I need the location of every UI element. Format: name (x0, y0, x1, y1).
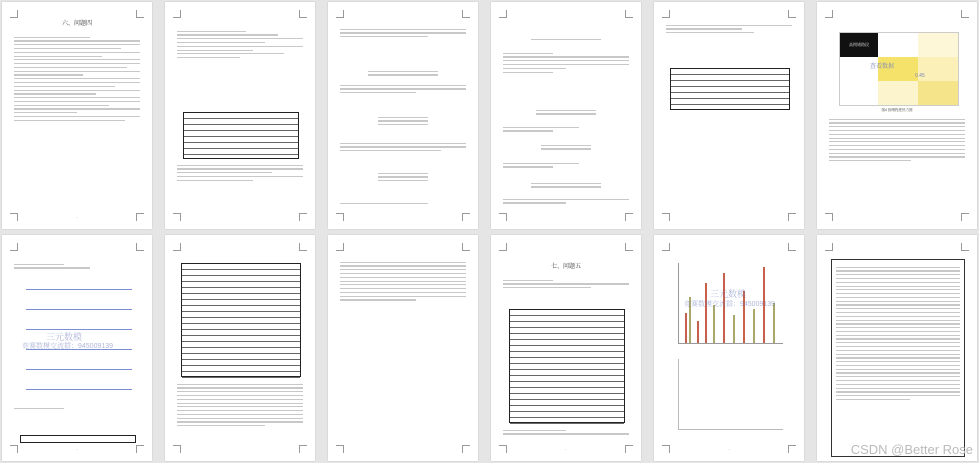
page-number: - (728, 446, 730, 451)
page-number: - (565, 446, 567, 451)
page-corner-mark (825, 243, 833, 251)
page-corner-mark (961, 213, 969, 221)
body-text (503, 196, 629, 206)
page-corner-mark (173, 445, 181, 453)
heatmap-cell-pale (918, 33, 958, 57)
page-corner-mark (662, 213, 670, 221)
section-heading: 六、问题四 (61, 21, 92, 27)
page-corner-mark (462, 445, 470, 453)
chart-bar (753, 309, 755, 343)
page-corner-mark (299, 10, 307, 18)
document-page-10 (491, 235, 641, 461)
page-corner-mark (10, 243, 18, 251)
page-corner-mark (10, 10, 18, 18)
heatmap-figure (839, 32, 959, 106)
formula-block (536, 107, 596, 117)
formula-block (531, 180, 601, 190)
heatmap-cell-dark: 高拥堵路段 (840, 33, 878, 57)
csdn-watermark: CSDN @Better Rose (850, 442, 973, 457)
page-corner-mark (462, 213, 470, 221)
page-corner-mark (499, 213, 507, 221)
data-table (181, 263, 301, 377)
data-table (509, 309, 625, 423)
body-text (340, 200, 466, 206)
body-text (503, 124, 629, 134)
figure-caption: 图4 拥堵程度热力图 (881, 108, 913, 112)
page-corner-mark (336, 10, 344, 18)
body-text (503, 50, 629, 75)
chart-bar (733, 315, 735, 343)
page-number: - (76, 446, 78, 451)
formula-block (541, 142, 591, 152)
data-table (183, 112, 299, 159)
document-page-6 (817, 2, 977, 229)
body-text (340, 26, 466, 40)
document-page-8 (165, 235, 315, 461)
body-text (340, 82, 466, 96)
watermark-text: 竞赛数模交流群：945009139 (684, 301, 776, 308)
page-corner-mark (173, 243, 181, 251)
watermark-brand: 三元数模 (710, 289, 747, 299)
document-page-7 (2, 235, 152, 461)
page-corner-mark (462, 10, 470, 18)
page-corner-mark (788, 10, 796, 18)
heatmap-cell-value: 0.45 (915, 73, 925, 79)
chart-bar (705, 283, 707, 343)
page-corner-mark (336, 243, 344, 251)
document-page-12 (817, 235, 977, 461)
page-corner-mark (662, 243, 670, 251)
formula-block (378, 114, 428, 128)
page-corner-mark (625, 213, 633, 221)
chart-bar (685, 313, 687, 343)
body-text (829, 116, 965, 164)
page-corner-mark (825, 10, 833, 18)
body-text (14, 261, 140, 271)
heatmap-cell-white (840, 81, 878, 105)
code-listing (831, 259, 965, 457)
page-corner-mark (788, 243, 796, 251)
page-corner-mark (788, 213, 796, 221)
page-corner-mark (662, 10, 670, 18)
body-text (177, 28, 303, 61)
watermark-brand: 三元数模 (46, 332, 83, 342)
page-corner-mark (462, 243, 470, 251)
document-page-5 (654, 2, 804, 229)
document-page-3 (328, 2, 478, 229)
page-corner-mark (499, 10, 507, 18)
document-page-1 (2, 2, 152, 229)
page-corner-mark (625, 10, 633, 18)
body-text (14, 34, 140, 124)
page-corner-mark (136, 10, 144, 18)
page-corner-mark (499, 243, 507, 251)
body-text (177, 162, 303, 184)
chart-bar (713, 305, 715, 343)
scatter-figure (678, 359, 783, 430)
page-corner-mark (625, 243, 633, 251)
page-corner-mark (299, 243, 307, 251)
document-page-11 (654, 235, 804, 461)
formula-block (531, 36, 601, 42)
section-heading: 七、问题五 (550, 264, 581, 270)
watermark-text: 竞赛数模交流群：945009139 (22, 343, 114, 350)
body-text (340, 259, 466, 303)
body-text (340, 140, 466, 154)
body-text (503, 160, 629, 170)
chart-bar (697, 321, 699, 343)
document-page-2 (165, 2, 315, 229)
body-text (177, 381, 303, 429)
heatmap-cell-white (878, 33, 918, 57)
page-corner-mark (299, 445, 307, 453)
page-number: - (76, 214, 78, 219)
page-corner-mark (336, 213, 344, 221)
heatmap-cell-yellow (918, 81, 958, 105)
document-page-9 (328, 235, 478, 461)
body-text (503, 277, 629, 291)
page-corner-mark (173, 213, 181, 221)
page-corner-mark (961, 243, 969, 251)
page-corner-mark (299, 213, 307, 221)
heatmap-cell-pale (878, 81, 918, 105)
page-corner-mark (961, 10, 969, 18)
data-table (670, 68, 790, 110)
chart-bar (773, 303, 775, 343)
page-corner-mark (173, 10, 181, 18)
body-text (666, 22, 792, 36)
page-corner-mark (136, 243, 144, 251)
formula-block (368, 68, 438, 78)
page-corner-mark (336, 445, 344, 453)
page-corner-mark (825, 213, 833, 221)
document-page-4 (491, 2, 641, 229)
formula-block (378, 170, 428, 184)
heatmap-overlay-label: 查看数据 (870, 64, 895, 70)
data-table (20, 435, 136, 443)
body-text (14, 405, 140, 411)
body-text (503, 427, 629, 437)
